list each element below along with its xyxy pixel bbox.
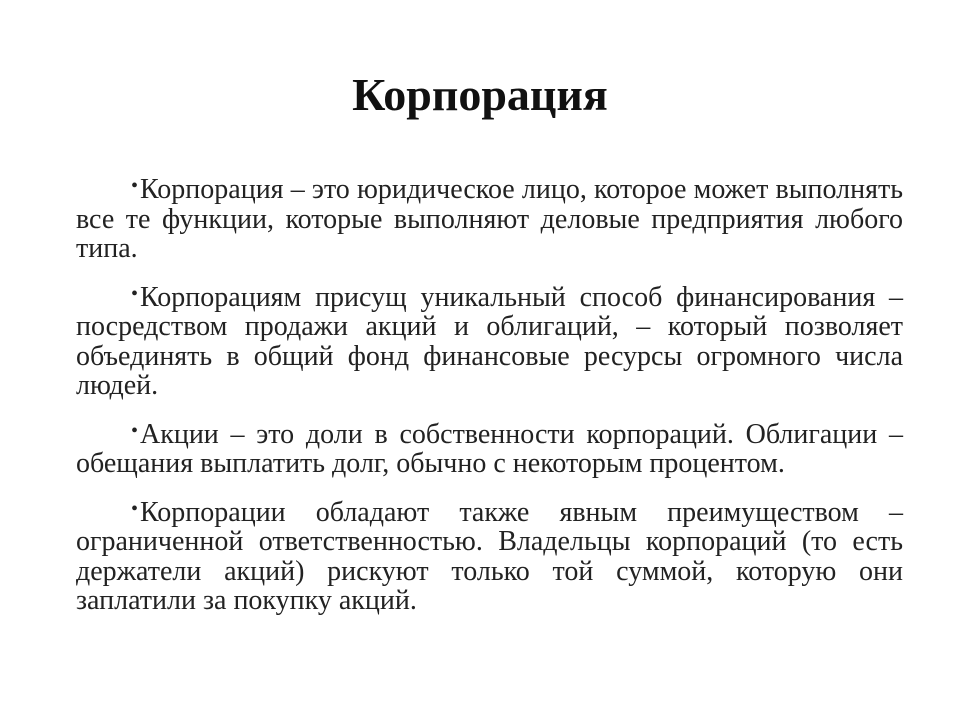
slide-title: Корпорация <box>352 69 608 120</box>
bullet-icon: • <box>131 282 139 305</box>
bullet-item <box>76 417 903 479</box>
bullet-item <box>76 172 903 264</box>
bullet-item <box>76 280 903 401</box>
bullet-text: Корпорации обладают также явным преимуществом – ограниченной ответственностью. Владельцы корпораций (то есть держатели акций) рискуют только той суммой, которую они заплатили за покупку акций. <box>76 496 903 616</box>
bullet-icon: • <box>131 175 139 197</box>
bullet-text: Корпорациям присущ уникальный способ финансирования – посредством продажи акций и облигаций, – который позволяет объединять в общий фонд финансовые ресурсы огромного числа людей. <box>76 281 903 401</box>
bullet-text: Корпорация – это юридическое лицо, которое может выполнять все те функции, которые выполняют деловые предприятия любого типа. <box>76 174 903 264</box>
bullet-list <box>76 172 903 632</box>
bullet-item <box>76 495 903 616</box>
bullet-icon: • <box>131 497 139 520</box>
bullet-icon: • <box>131 419 139 442</box>
bullet-text: Акции – это доли в собственности корпораций. Облигации – обещания выплатить долг, обычно с некоторым процентом. <box>76 418 903 479</box>
